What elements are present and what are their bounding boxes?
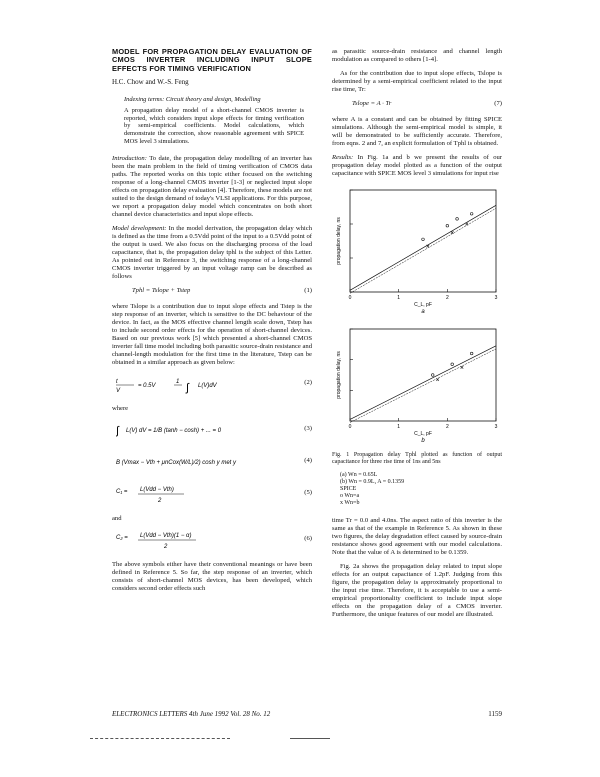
equation-6	[112, 529, 312, 553]
model-text: In the model derivation, the propagation delay which is defined as the time from a 0.5Vdd point of the input to a 0.5Vdd point of the output is used. We also focus on the discharging process of the load capacitance, that is, the propagation delay tphl is the subject of this Letter. As pointed out in Reference 3, the switching response of a long-channel CMOS inverter triggered by an input voltage ramp can be described as follows	[112, 225, 312, 281]
chart-b	[332, 323, 502, 443]
where-paragraph: where Tslope is a contribution due to input slope effects and Tstep is the step response of an inverter, which is sensitive to the DC behaviour of the device. In fact, as the MOS effective channel length scale down, Tstep has to include second order effects for the operation of short-channel devices. Based on our previous work [5] which presented a short-channel CMOS inverter fall time model including both parasitic source-drain resistance and channel-length modulation for the first time in the literature, Tstep can be obtained in a similar approach as given below:	[112, 303, 312, 367]
svg-text:L(V)dV: L(V)dV	[198, 383, 217, 390]
equation-5	[112, 483, 312, 507]
svg-text:V: V	[116, 388, 121, 395]
equation-7-number: (7)	[494, 100, 502, 107]
equation-7	[332, 100, 502, 108]
intro-paragraph	[112, 155, 312, 219]
legend-item: (a) Wn = 0.65L	[340, 472, 378, 479]
right-column	[332, 48, 502, 625]
figure-1a	[332, 184, 502, 317]
right-continuation: as parasitic source-drain resistance and channel length modulation as compared to others [1-4].	[332, 48, 502, 63]
scan-artifact	[90, 738, 230, 739]
fig2-paragraph: Fig. 2a shows the propagation delay related to input slope effects for an output capacitance of 1.2pF. Judging from this figure, the propagation delay is approximately proportional to the input rise time. Therefore, it is acceptable to use a semi-empirical proportionality coefficient to include input slope effects on the propagation delay of a CMOS inverter. Furthermore, the unique features of our model are illustrated.	[332, 563, 502, 619]
svg-text:∫: ∫	[186, 382, 190, 395]
page-footer	[112, 710, 502, 718]
indexing-terms: Indexing terms: Circuit theory and design, Modelling	[124, 96, 261, 104]
where-2: where	[112, 405, 129, 413]
plot-frame	[350, 329, 496, 421]
figure-caption: Fig. 1 Propagation delay Tphl plotted as function of output capacitance for three rise time of 1ns and 5ns	[332, 452, 502, 466]
results-paragraph	[332, 154, 502, 178]
spice-point	[436, 378, 439, 381]
svg-text:2: 2	[164, 544, 168, 551]
svg-text:B (Vmax − Vth + μnCox(W/L)/2: B (Vmax − Vth + μnCox(W/L)/2) cosh y met y	[116, 460, 236, 467]
model-lead: Model development:	[112, 225, 167, 233]
figure-legend	[340, 472, 502, 507]
spice-point	[470, 352, 473, 355]
equation-5-graphic	[116, 483, 286, 507]
svg-text:∫: ∫	[116, 425, 120, 438]
equation-6-graphic	[116, 529, 286, 553]
x-axis-label: C_L, pF	[414, 302, 432, 308]
svg-text:1: 1	[176, 379, 180, 386]
x-tick-label: 1	[397, 295, 401, 301]
x-tick-label: 2	[445, 295, 449, 301]
results-text: In Fig. 1a and b we present the results of our propagation delay model plotted as a function of the output capacitance with SPICE MOS level 3 simulations for input rise	[332, 154, 502, 177]
equation-3	[112, 419, 312, 443]
spice-point	[431, 374, 434, 377]
equation-2	[112, 373, 312, 397]
svg-text:L(Vdd − Vth): L(Vdd − Vth)	[140, 487, 174, 494]
equation-3-graphic	[116, 419, 286, 443]
x-tick-label: 1	[397, 424, 401, 430]
legend-item: x Wn=b	[340, 500, 360, 507]
model-line	[350, 346, 496, 420]
equation-4-number: (4)	[304, 457, 312, 465]
intro-lead: Introduction:	[112, 155, 147, 163]
spice-point	[451, 363, 454, 366]
svg-text:C₂ =: C₂ =	[116, 535, 128, 542]
and-word: and	[112, 515, 122, 523]
slope-paragraph: As for the contribution due to input slope effects, Tslope is determined by a semi-empirical coefficient related to the input rise time, Tr:	[332, 70, 502, 93]
panel-label: b	[421, 438, 425, 443]
x-tick-label: 3	[494, 295, 498, 301]
chart-a	[332, 184, 502, 314]
page-number: 1159	[488, 710, 502, 718]
closing-paragraph: The above symbols either have their conventional meanings or have been defined in Reference 5. So far, the step response of an inverter, which consists of short-channel MOS devices, has been developed, which considers second order effects such	[112, 561, 312, 593]
equation-2-number: (2)	[304, 379, 312, 387]
constant-paragraph: where A is a constant and can be obtained by fitting SPICE simulations. Although the semi-empirical model is simple, it will be demonstrated to be sufficiently accurate. Therefore, from eqns. 2 and 7, an explicit formulation of Tphl is obtained.	[332, 116, 502, 147]
x-axis-label: C_L, pF	[414, 431, 432, 437]
scan-artifact	[290, 738, 330, 739]
svg-text:L(Vdd − Vth)(1 − α): L(Vdd − Vth)(1 − α)	[140, 533, 192, 540]
paper-title: MODEL FOR PROPAGATION DELAY EVALUATION OF CMOS INVERTER INCLUDING INPUT SLOPE EFFECTS FOR TIMING VERIFICATION	[112, 47, 312, 73]
model-paragraph	[112, 225, 312, 281]
legend-item: o Wn=a	[340, 493, 360, 500]
equation-1	[112, 287, 312, 295]
spice-point	[470, 213, 473, 216]
y-axis-label: propagation delay, ns	[336, 351, 342, 399]
model-line	[350, 208, 496, 293]
x-tick-label: 3	[494, 424, 498, 430]
equation-3-number: (3)	[304, 425, 312, 433]
spice-point	[446, 224, 449, 227]
spice-point	[451, 231, 454, 234]
equation-4-graphic	[116, 451, 286, 475]
left-column	[112, 48, 312, 599]
spice-point	[461, 366, 464, 369]
equation-4	[112, 451, 312, 475]
x-tick-label: 2	[445, 424, 449, 430]
equation-2-graphic	[116, 373, 266, 397]
panel-label: a	[421, 309, 425, 314]
svg-text:L(V) dV = 1/B (tanh − cosh) +: L(V) dV = 1/B (tanh − cosh) + ... = 0	[126, 428, 222, 435]
abstract: A propagation delay model of a short-channel CMOS inverter is reported, which considers input slope effects for timing verification by semi-empirical coefficients. Model calculations, which demonstrate the correction, show reasonable agreement with SPICE MOS level 3 simulations.	[124, 107, 304, 145]
plot-frame	[350, 190, 496, 292]
y-axis-label: propagation delay, ns	[336, 217, 342, 265]
x-tick-label: 0	[348, 295, 352, 301]
rise-time-paragraph: time Tr = 0.0 and 4.0ns. The aspect ratio of this inverter is the same as that of the example in Reference 5. As shown in these two figures, the delay degradation effect caused by source-drain resistance shows good agreement with our model calculations. Note that the value of A is determined to be 0.1359.	[332, 517, 502, 557]
equation-1-number: (1)	[304, 287, 312, 295]
journal-citation: ELECTRONICS LETTERS 4th June 1992 Vol. 28 No. 12	[112, 710, 271, 718]
spice-point	[466, 223, 469, 226]
legend-item: SPICE	[340, 486, 357, 493]
model-line	[350, 205, 496, 290]
figure-1b	[332, 323, 502, 446]
intro-text: To date, the propagation delay modelling of an inverter has been the main problem in the field of timing verification of CMOS data paths. The reported works on this topic either focused on the switching response of a long-channel CMOS inverter [1-3] or neglected input slope effects on propagation delay evaluation [4]. Therefore, these models are not suited to the design demand of today's VLSI applications. For this purpose, we report a propagation delay model which concentrates on both short channel device characteristics and input slope effects.	[112, 155, 313, 219]
svg-text:= 0.5V: = 0.5V	[138, 383, 156, 390]
svg-text:2: 2	[158, 498, 162, 505]
model-line	[350, 349, 496, 423]
equation-7-body: Tslope = A · Tr	[352, 100, 392, 107]
x-tick-label: 0	[348, 424, 352, 430]
equation-1-body: Tphl = Tslope + Tstep	[132, 287, 191, 295]
spice-point	[456, 218, 459, 221]
svg-text:t: t	[116, 379, 118, 386]
legend-item: (b) Wn = 0.9L, A = 0.1359	[340, 479, 405, 486]
equation-6-number: (6)	[304, 535, 312, 543]
equation-5-number: (5)	[304, 489, 312, 497]
spice-point	[422, 238, 425, 241]
paper-authors: H.C. Chow and W.-S. Feng	[112, 78, 189, 87]
svg-text:C₁ =: C₁ =	[116, 489, 128, 496]
results-lead: Results:	[332, 154, 354, 161]
